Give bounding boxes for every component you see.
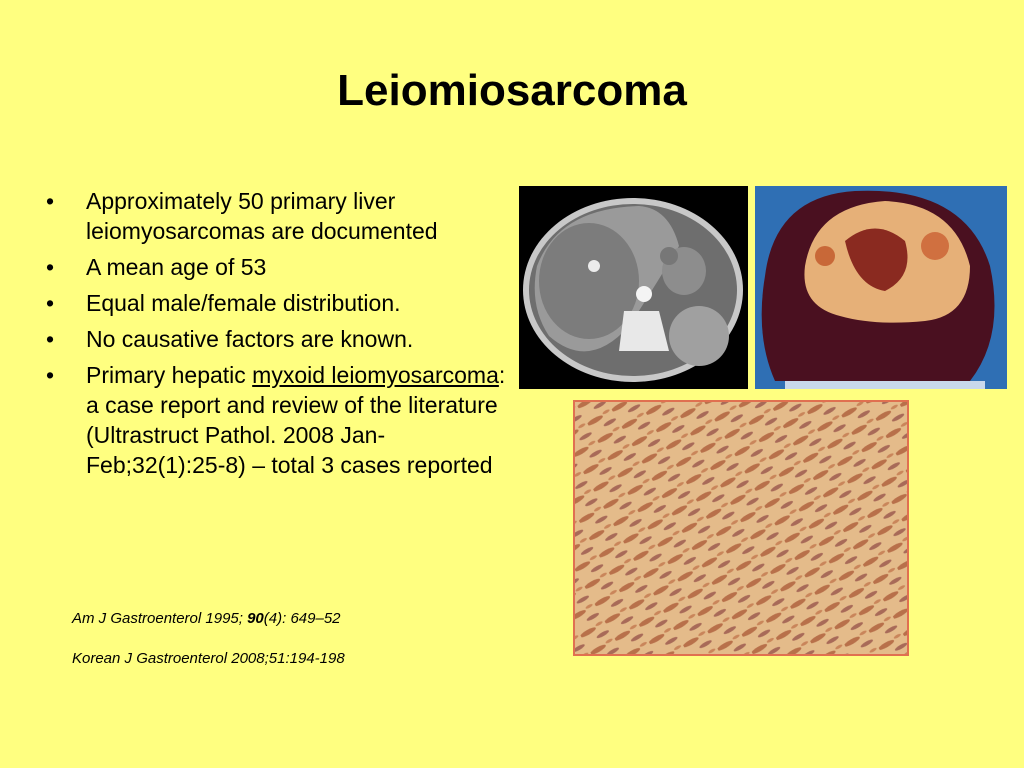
bullet-item: • No causative factors are known. xyxy=(46,326,414,352)
bullet-item: • Primary hepatic myxoid leiomyosarcoma: a case report and review of the literature (Ultrastruct Pathol. 2008 Jan-Feb;32(1):25-8) – total 3 cases reported xyxy=(46,362,506,478)
bullet-item: • A mean age of 53 xyxy=(46,254,267,280)
slide-title: Leiomiosarcoma xyxy=(337,66,687,115)
bullet-item: • Approximately 50 primary liver leiomyosarcomas are documented xyxy=(46,188,438,244)
reference-1: Am J Gastroenterol 1995; 90(4): 649–52 xyxy=(72,610,341,627)
gross-specimen-image xyxy=(755,186,1007,389)
bullet-list xyxy=(40,186,520,486)
bullet-text: : a case report and review of the literature (Ultrastruct Pathol. 2008 Jan-Feb;32(1):25-8) – total 3 cases reported xyxy=(86,362,506,478)
bullet-text: Equal male/female distribution. xyxy=(86,290,401,316)
bullet-text: Approximately 50 primary liver leiomyosarcomas are documented xyxy=(86,188,438,244)
myxoid-leiomyosarcoma-link[interactable]: myxoid leiomyosarcoma xyxy=(252,362,499,388)
bullet-text: Primary hepatic xyxy=(86,362,253,388)
reference-2: Korean J Gastroenterol 2008;51:194-198 xyxy=(72,650,345,667)
bullet-text: No causative factors are known. xyxy=(86,326,414,352)
bullet-text: A mean age of 53 xyxy=(86,254,267,280)
histology-image xyxy=(573,400,909,656)
bullet-item: • Equal male/female distribution. xyxy=(46,290,401,316)
ct-scan-image xyxy=(519,186,748,389)
